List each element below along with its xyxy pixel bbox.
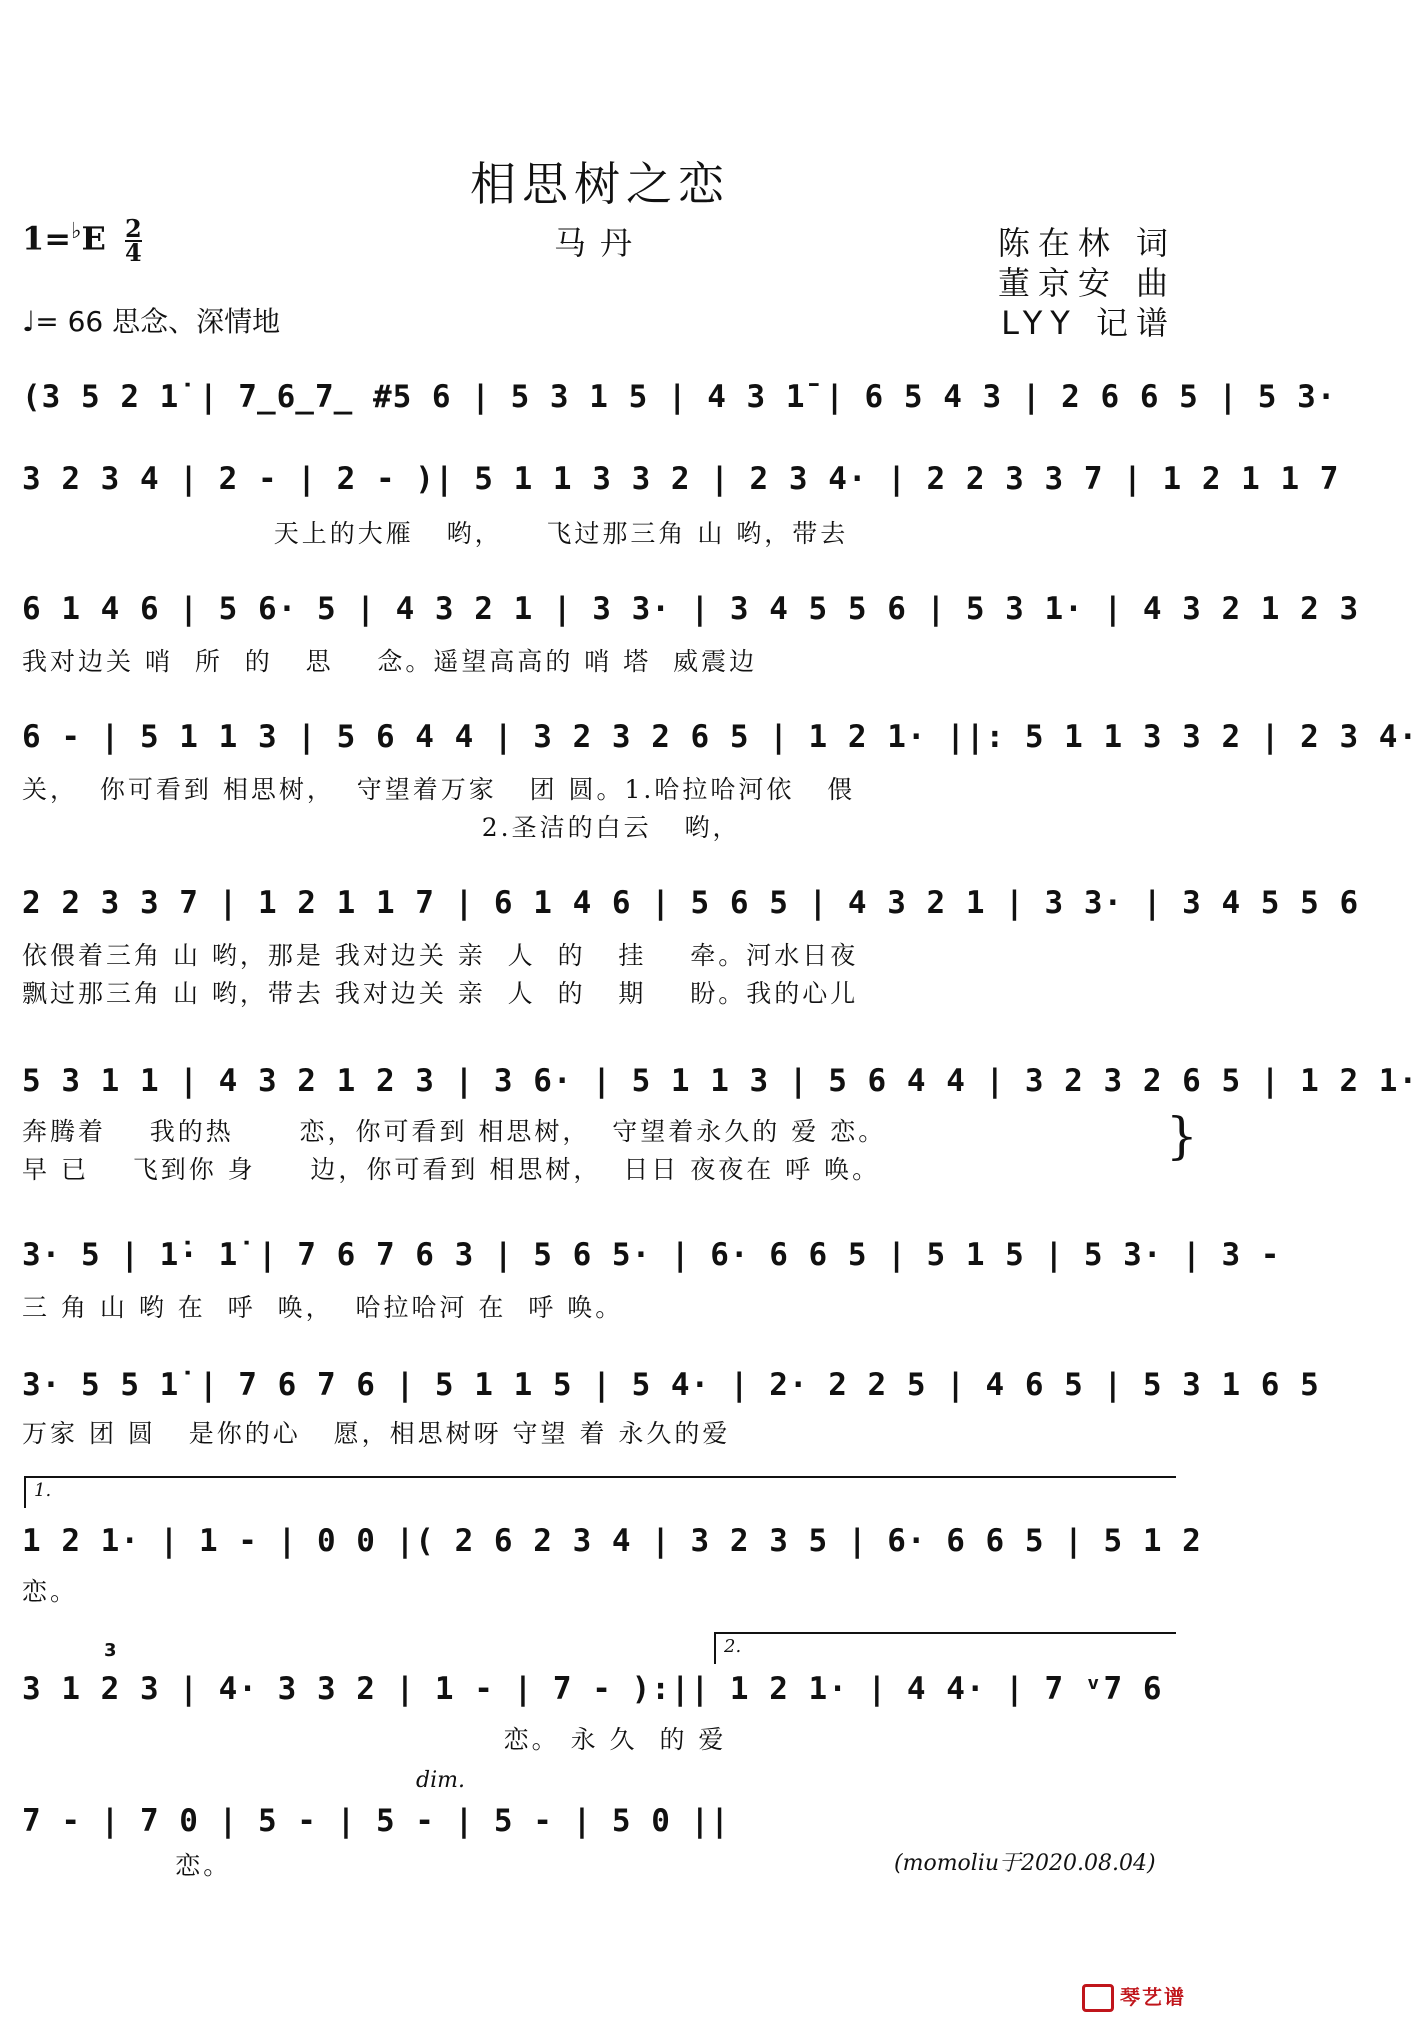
time-top: 2 [125, 214, 142, 244]
lyricist-credit: 陈在林 词 [997, 224, 1176, 262]
notation-line-2: 3 2 3 4 | 2 - | 2 - )| 5 1 1 3 3 2 | 2 3 4· | 2 2 3 3 7 | 1 2 1 1 7 [22, 461, 1340, 497]
page-title: 相思树之恋 [470, 157, 730, 211]
composer-credit: 董京安 曲 [997, 264, 1176, 302]
notation-line-7: 3· 5 | 1̇· 1̇ | 7 6 7 6 3 | 5 6 5· | 6· 6 6 5 | 5 1 5 | 5 3· | 3 - [22, 1237, 1281, 1273]
verse-brace: } [1166, 1107, 1198, 1165]
transcriber-signature: (momoliu于2020.08.04) [894, 1851, 1156, 1876]
time-signature [125, 214, 142, 268]
dynamic-marking: dim. [416, 1768, 465, 1793]
lyric-line-5a: 依偎着三角 山 哟，那是 我对边关 亲 人 的 挂 牵。河水日夜 [22, 941, 859, 970]
notation-line-11: 7 - | 7 0 | 5 - | 5 - | 5 - | 5 0 || [22, 1803, 730, 1839]
key-prefix: 1= [22, 219, 72, 258]
tempo-marking: ♩= 66 思念、深情地 [22, 305, 281, 338]
notation-line-6: 5 3 1 1 | 4 3 2 1 2 3 | 3 6· | 5 1 1 3 | 5 6 4 4 | 3 2 3 2 6 5 | 1 2 1· [22, 1063, 1418, 1099]
lyric-line-10a: 恋。 永 久 的 爱 [22, 1725, 727, 1754]
lyric-line-6a: 奔腾着 我的热 恋，你可看到 相思树， 守望着永久的 爱 恋。 [22, 1117, 887, 1146]
first-ending-label: 1. [34, 1480, 52, 1501]
key-note: E [81, 219, 106, 258]
notation-line-5: 2 2 3 3 7 | 1 2 1 1 7 | 6 1 4 6 | 5 6 5 | 4 3 2 1 | 3 3· | 3 4 5 5 6 [22, 885, 1360, 921]
key-signature [22, 214, 142, 268]
lyric-line-8a: 万家 团 圆 是你的心 愿，相思树呀 守望 着 永久的爱 [22, 1419, 731, 1448]
second-ending-bracket [714, 1632, 1176, 1664]
lyric-line-5b: 飘过那三角 山 哟，带去 我对边关 亲 人 的 期 盼。我的心儿 [22, 979, 859, 1008]
lyric-line-2a: 天上的大雁 哟， 飞过那三角 山 哟，带去 [22, 519, 849, 548]
second-ending-label: 2. [724, 1636, 742, 1657]
notation-line-1: (3 5 2 1̇ | 7̲6̲7̲ #5 6 | 5 3 1 5 | 4 3 1̄ | 6 5 4 3 | 2 6 6 5 | 5 3· [22, 379, 1337, 415]
singer-name: 马丹 [553, 224, 646, 262]
lyric-line-4a: 关， 你可看到 相思树， 守望着万家 团 圆。1.哈拉哈河依 偎 [22, 775, 856, 804]
notation-line-4: 6 - | 5 1 1 3 | 5 6 4 4 | 3 2 3 2 6 5 | 1 2 1· ||: 5 1 1 3 3 2 | 2 3 4· [22, 719, 1418, 755]
lyric-line-9a: 恋。 [22, 1577, 79, 1606]
site-logo [1082, 1981, 1186, 2013]
notation-line-8: 3· 5 5 1̇ | 7 6 7 6 | 5 1 1 5 | 5 4· | 2· 2 2 5 | 4 6 5 | 5 3 1 6 5 [22, 1367, 1320, 1403]
first-ending-bracket [24, 1476, 1176, 1508]
lyric-line-4b: 2.圣洁的白云 哟， [22, 813, 741, 842]
transcriber-credit: LYY 记谱 [1001, 304, 1176, 342]
notation-line-10: 3 1 2 3 | 4· 3 3 2 | 1 - | 7 - ):|| 1 2 1· | 4 4· | 7 ᵛ7 6 [22, 1671, 1163, 1707]
time-bottom: 4 [125, 238, 142, 268]
lyric-line-7a: 三 角 山 哟 在 呼 唤， 哈拉哈河 在 呼 唤。 [22, 1293, 624, 1322]
key-flat: ♭ [71, 218, 82, 244]
notation-line-3: 6 1 4 6 | 5 6· 5 | 4 3 2 1 | 3 3· | 3 4 5 5 6 | 5 3 1· | 4 3 2 1 2 3 [22, 591, 1360, 627]
lyric-line-11a: 恋。 [22, 1851, 232, 1880]
triplet-marker: 3 [104, 1640, 117, 1661]
logo-text: 琴艺谱 [1120, 1984, 1186, 2009]
lyric-line-3a: 我对边关 哨 所 的 思 念。遥望高高的 哨 塔 威震边 [22, 647, 758, 676]
logo-icon [1082, 1984, 1114, 2012]
notation-line-9: 1 2 1· | 1 - | 0 0 |( 2 6 2 3 4 | 3 2 3 5 | 6· 6 6 5 | 5 1 2 [22, 1523, 1202, 1559]
lyric-line-6b: 早 已 飞到你 身 边，你可看到 相思树， 日日 夜夜在 呼 唤。 [22, 1155, 881, 1184]
